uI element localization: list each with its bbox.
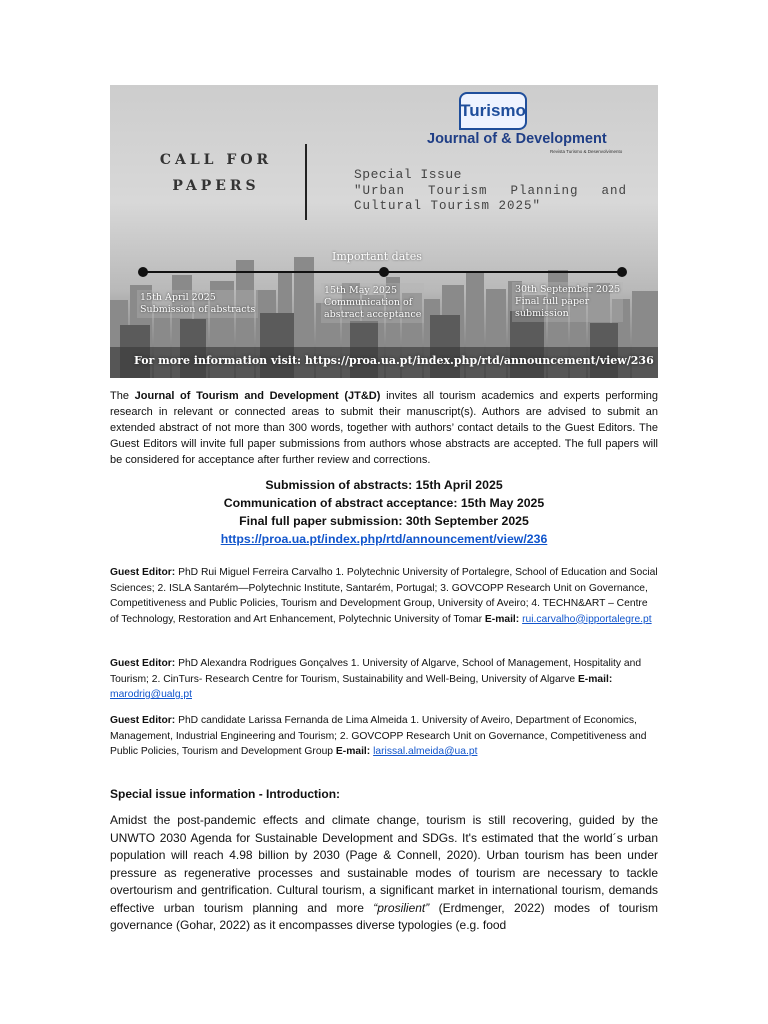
- timeline-dot: [617, 267, 627, 277]
- important-dates-label: Important dates: [332, 250, 422, 263]
- logo-journal-title: Journal of & Development: [427, 131, 607, 147]
- date-label: 15th April 2025: [140, 292, 216, 303]
- call-for-papers-banner: [110, 85, 658, 378]
- journal-logo: [425, 91, 630, 159]
- timeline-date-acceptance: [321, 283, 424, 323]
- date-description: Submission of abstracts: [140, 304, 256, 315]
- date-description: abstract acceptance: [324, 309, 422, 320]
- more-info-text: For more information visit: https://proa.ua.pt/index.php/rtd/announcement/view/236: [134, 354, 654, 367]
- introduction-paragraph: [110, 812, 658, 935]
- special-issue-title-line2: Cultural Tourism 2025": [354, 199, 542, 213]
- special-issue-title-line1: "Urban Tourism Planning and: [354, 184, 627, 198]
- intro-text: The: [110, 390, 135, 402]
- special-issue-label: Special Issue: [354, 167, 462, 182]
- date-description: submission: [515, 308, 569, 319]
- email-label: E-mail:: [484, 613, 520, 625]
- timeline-date-abstracts: [137, 290, 258, 318]
- intro-paragraph: [110, 388, 658, 468]
- guest-editor-entry: [110, 656, 658, 703]
- call-for-papers-heading: CALL FOR PAPERS: [159, 152, 273, 194]
- guest-editor-email-link[interactable]: marodrig@ualg.pt: [110, 689, 192, 700]
- divider: [305, 144, 307, 220]
- timeline-dot: [138, 267, 148, 277]
- guest-editor-email-link[interactable]: larissal.almeida@ua.pt: [373, 746, 478, 757]
- guest-editor-entry: [110, 713, 658, 760]
- date-description: Communication of: [324, 297, 413, 308]
- paragraph-text: (Erdmenger, 2022) modes of tourism governance (Gohar, 2022) as it encompasses diverse typologies (e.g. food: [110, 900, 658, 932]
- turismo-logo-mark: Turismo: [459, 92, 527, 130]
- guest-editor-label: Guest Editor:: [110, 567, 176, 578]
- guest-editor-email-link[interactable]: rui.carvalho@ipportalegre.pt: [522, 613, 652, 625]
- logo-subtitle: Revista Turismo & Desenvolvimento: [550, 149, 623, 154]
- date-label: 30th September 2025: [515, 284, 621, 295]
- special-issue-block: [354, 167, 627, 214]
- submission-date: Submission of abstracts: 15th April 2025: [265, 478, 503, 492]
- guest-editor-details: PhD candidate Larissa Fernanda de Lima Almeida 1. University of Aveiro, Department of Economics, Management, Industrial Engineering and Tourism; 2. GOVCOPP Research Unit on Governance, Competitiveness and Public Policies, Tourism and Development Group: [110, 715, 647, 757]
- guest-editor-entry: [110, 565, 658, 627]
- date-label: 15th May 2025: [324, 285, 397, 296]
- paragraph-text: Amidst the post-pandemic effects and climate change, tourism is still recovering, guided by the UNWTO 2030 Agenda for Sustainable Development and SDGs. It's estimated that the world´s urban population will reach 4.98 billion by 2030 (Page & Connell, 2020). Urban tourism has been under pressure as regenerative processes and sustainable modes of tourism are necessary to tackle overtourism and gentrification. Cultural tourism, a significant market in international tourism, demands effective urban tourism planning and more: [110, 813, 658, 915]
- emphasized-term: “prosilient”: [373, 900, 430, 915]
- guest-editor-label: Guest Editor:: [110, 715, 176, 726]
- section-heading: Special issue information - Introduction:: [110, 787, 341, 801]
- important-dates-list: [110, 476, 658, 548]
- email-label: E-mail:: [335, 746, 371, 757]
- acceptance-date: Communication of abstract acceptance: 15th May 2025: [223, 496, 545, 510]
- timeline-dot: [379, 267, 389, 277]
- final-submission-date: Final full paper submission: 30th September 2025: [239, 514, 529, 528]
- date-description: Final full paper: [515, 296, 590, 307]
- guest-editor-details: PhD Rui Miguel Ferreira Carvalho 1. Polytechnic University of Portalegre, School of Education and Social Sciences; 2. ISLA Santarém—Polytechnic Institute, Santarém, Portugal; 3. GOVCOPP Research Unit on Governance, Competitiveness and Public Policies, Tourism and Development Group, University of Aveiro; 4. TECHN&ART – Centre of Technology, Restoration and Art Enhancement, Polytechnic University of Tomar: [110, 567, 658, 625]
- journal-name: Journal of Tourism and Development (JT&D): [134, 390, 381, 402]
- guest-editor-label: Guest Editor:: [110, 658, 176, 669]
- timeline-date-final: [512, 282, 623, 322]
- email-label: E-mail:: [577, 673, 613, 685]
- guest-editor-details: PhD Alexandra Rodrigues Gonçalves 1. University of Algarve, School of Management, Hospitality and Tourism; 2. CinTurs- Research Centre for Tourism, Sustainability and Well-Being, University of Algarve: [110, 658, 642, 685]
- intro-text: invites all tourism academics and experts performing research in relevant or connected areas to submit their manuscript(s). Authors are advised to submit an extended abstract of not more than 300 words, together with authors’ contact details to the Guest Editors. The Guest Editors will invite full paper submissions from authors whose abstracts are accepted. The full papers will be considered for acceptance after further review and corrections.: [110, 390, 658, 466]
- announcement-link[interactable]: https://proa.ua.pt/index.php/rtd/announcement/view/236: [220, 532, 548, 546]
